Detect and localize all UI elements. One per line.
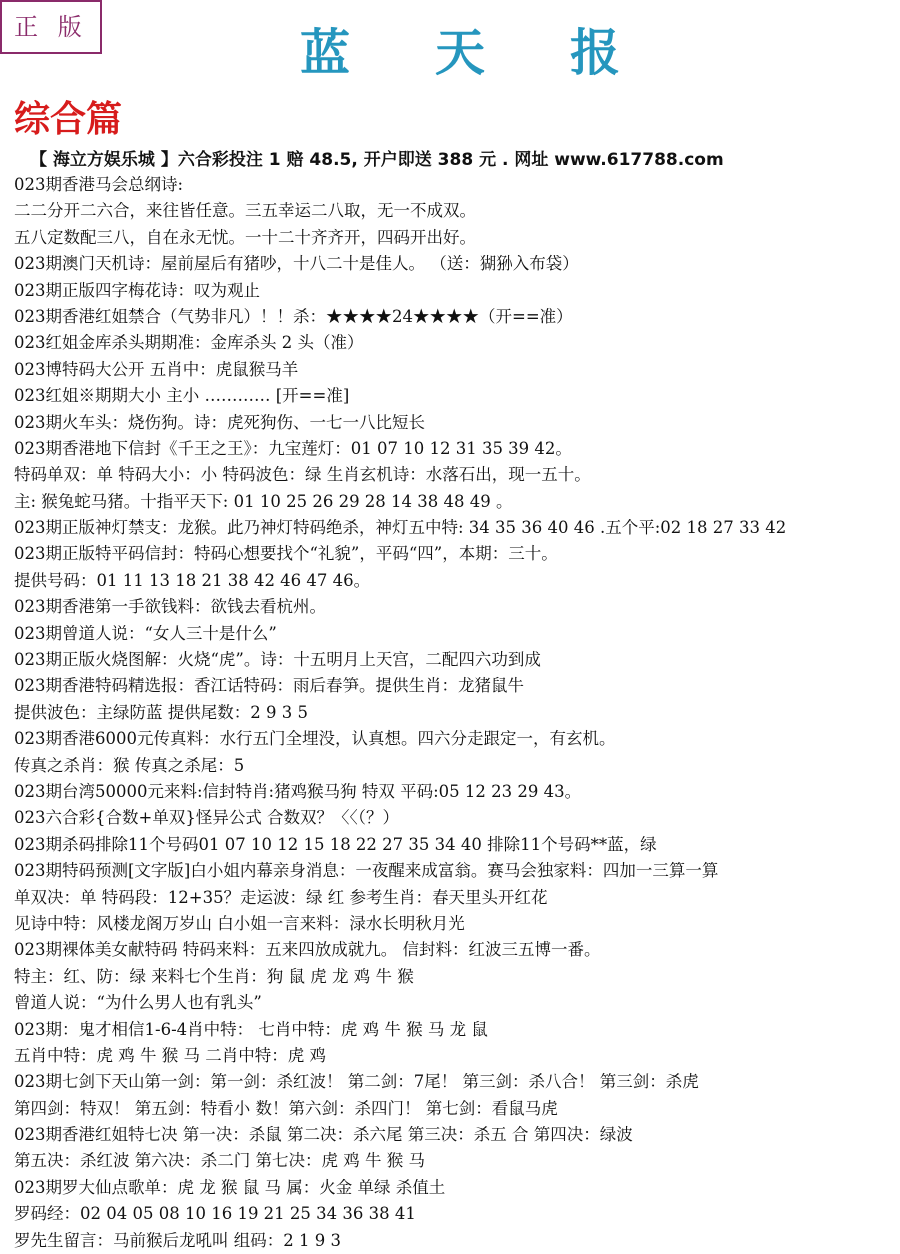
text-line: 023期曾道人说：“女人三十是什么” xyxy=(14,623,277,643)
text-line: 023六合彩{合数+单双}怪异公式 合数双？〈〈（？） xyxy=(14,808,400,828)
advertisement-line: 【 海立方娱乐城 】六合彩投注 1 赔 48.5, 开户即送 388 元 . 网址 www.617788.com xyxy=(30,150,724,170)
text-line: 023期香港红姐特七决 第一决：杀鼠 第二决：杀六尾 第三决：杀五 合 第四决：绿波 xyxy=(14,1125,633,1145)
text-line: 五八定数配三八，自在永无忧。一十二十齐齐开，四码开出好。 xyxy=(14,227,476,247)
text-line: 单双决：单 特码段：12+35？走运波：绿 红 参考生肖：春天里头开红花 xyxy=(14,887,548,907)
text-line: 罗码经：02 04 05 08 10 16 19 21 25 34 36 38 41 xyxy=(14,1204,416,1224)
text-line: 023期澳门天机诗：屋前屋后有猪吵，十八二十是佳人。 （送：猢狲入布袋） xyxy=(14,254,579,274)
text-line: 曾道人说：“为什么男人也有乳头” xyxy=(14,993,262,1013)
text-line: 023期香港红姐禁合（气势非凡）！！杀：★★★★24★★★★（开==准） xyxy=(14,306,573,326)
text-line: 023红姐金库杀头期期准：金库杀头 2 头（准） xyxy=(14,333,364,353)
text-line: 主: 猴兔蛇马猪。十指平天下: 01 10 25 26 29 28 14 38 48 49 。 xyxy=(14,491,513,511)
text-line: 023期正版特平码信封：特码心想要找个“礼貌”，平码“四”，本期：三十。 xyxy=(14,544,558,564)
text-line: 023期：鬼才相信1-6-4肖中特： 七肖中特：虎 鸡 牛 猴 马 龙 鼠 xyxy=(14,1019,488,1039)
text-line: 见诗中特：风楼龙阁万岁山 白小姐一言来料：渌水长明秋月光 xyxy=(14,913,465,933)
text-line: 023期罗大仙点歌单：虎 龙 猴 鼠 马 属：火金 单绿 杀值土 xyxy=(14,1177,446,1197)
section-heading: 综合篇 xyxy=(14,98,123,140)
text-line: 特主：红、防：绿 来料七个生肖：狗 鼠 虎 龙 鸡 牛 猴 xyxy=(14,966,414,986)
text-line: 传真之杀肖：猴 传真之杀尾：5 xyxy=(14,755,245,775)
text-line: 023期正版四字梅花诗：叹为观止 xyxy=(14,280,260,300)
text-line: 提供号码：01 11 13 18 21 38 42 46 47 46。 xyxy=(14,570,371,590)
text-line: 023红姐※期期大小 主小 ………… [开==准] xyxy=(14,386,350,406)
text-line: 023期香港地下信封《千王之王》：九宝莲灯：01 07 10 12 31 35 39 42。 xyxy=(14,438,572,458)
masthead-title xyxy=(300,14,620,84)
edition-badge: 正 版 xyxy=(0,0,102,54)
text-line: 023期杀码排除11个号码01 07 10 12 15 18 22 27 35 34 40 排除11个号码**蓝，绿 xyxy=(14,834,657,854)
text-line: 023期香港第一手欲钱料：欲钱去看杭州。 xyxy=(14,597,326,617)
masthead-char: 报 xyxy=(570,24,620,82)
text-line: 023期台湾50000元来料:信封特肖:猪鸡猴马狗 特双 平码:05 12 23 29 43。 xyxy=(14,781,582,801)
text-line: 二二分开二六合，来往皆任意。三五幸运二八取，无一不成双。 xyxy=(14,201,476,221)
text-line: 023期正版神灯禁支：龙猴。此乃神灯特码绝杀，神灯五中特: 34 35 36 40 46 .五个平:02 18 27 33 42 xyxy=(14,518,787,538)
text-line: 023期香港6000元传真料：水行五门全埋没，认真想。四六分走跟定一，有玄机。 xyxy=(14,729,616,749)
text-line: 023期特码预测[文字版]白小姐内幕亲身消息：一夜醒来成富翁。赛马会独家料：四加一三算一算 xyxy=(14,861,719,881)
text-line: 023期七剑下天山第一剑：第一剑：杀红波！ 第二剑：7尾！ 第三剑：杀八合！ 第三剑：杀虎 xyxy=(14,1072,699,1092)
masthead-char: 天 xyxy=(435,24,485,82)
text-line: 023期裸体美女献特码 特码来料：五来四放成就九。 信封料：红波三五博一番。 xyxy=(14,940,601,960)
text-line: 提供波色：主绿防蓝 提供尾数：2 9 3 5 xyxy=(14,702,308,722)
text-line: 特码单双：单 特码大小：小 特码波色：绿 生肖玄机诗：水落石出，现一五十。 xyxy=(14,465,591,485)
text-line: 023博特码大公开 五肖中：虎鼠猴马羊 xyxy=(14,359,299,379)
text-line: 023期火车头：烧伤狗。诗：虎死狗伤、一七一八比短长 xyxy=(14,412,425,432)
text-line: 023期香港马会总纲诗: xyxy=(14,175,184,194)
content-lines xyxy=(14,172,898,1254)
masthead-char: 蓝 xyxy=(300,24,350,82)
text-line: 023期香港特码精选报：香江话特码：雨后春笋。提供生肖：龙猪鼠牛 xyxy=(14,676,524,696)
text-line: 五肖中特：虎 鸡 牛 猴 马 二肖中特：虎 鸡 xyxy=(14,1045,326,1065)
text-line: 第四剑：特双！ 第五剑：特看小 数！第六剑：杀四门！ 第七剑：看鼠马虎 xyxy=(14,1098,558,1118)
text-line: 023期正版火烧图解：火烧“虎”。诗：十五明月上天宫，二配四六功到成 xyxy=(14,650,541,670)
text-line: 第五决：杀红波 第六决：杀二门 第七决：虎 鸡 牛 猴 马 xyxy=(14,1151,425,1171)
text-line: 罗先生留言：马前猴后龙吼叫 组码：2 1 9 3 xyxy=(14,1230,341,1250)
